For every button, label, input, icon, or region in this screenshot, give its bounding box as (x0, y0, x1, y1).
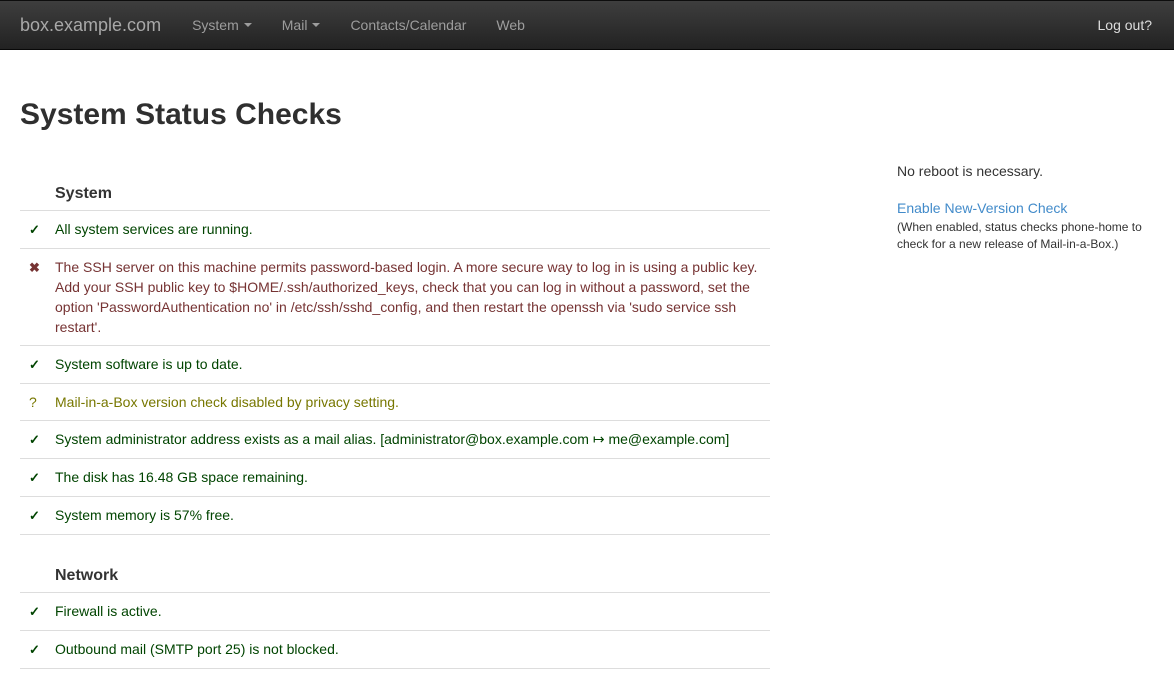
status-text: All system services are running. (55, 221, 253, 237)
status-row (20, 249, 770, 346)
reboot-status-text: No reboot is necessary. (897, 163, 1044, 179)
nav-item-contacts-calendar[interactable]: Contacts/Calendar (350, 17, 467, 33)
nav-item-mail[interactable]: Mail (267, 1, 336, 49)
check-icon: ✓ (29, 642, 40, 657)
x-icon: ✖ (29, 260, 40, 275)
status-text: System software is up to date. (55, 356, 243, 372)
status-text: System memory is 57% free. (55, 507, 234, 523)
status-text: The SSH server on this machine permits password-based login. A more secure way to log in is using a public key. Add your SSH public key to $HOME/.ssh/authorized_keys, check that you can log in without a password, set the option 'PasswordAuthentication no' in /etc/ssh/sshd_config, and then restart the openssh via 'sudo service ssh restart'. (55, 259, 758, 335)
status-row (20, 211, 770, 249)
status-row (20, 631, 770, 669)
status-row (20, 459, 770, 497)
status-section (20, 153, 770, 535)
check-icon: ✓ (29, 432, 40, 447)
check-icon: ✓ (29, 604, 40, 619)
brand-link[interactable]: box.example.com (20, 14, 162, 35)
chevron-down-icon (312, 23, 320, 27)
status-section (20, 535, 770, 669)
question-icon: ? (29, 394, 37, 410)
check-icon: ✓ (29, 470, 40, 485)
status-row (20, 346, 770, 384)
main-content (20, 97, 770, 669)
section-heading: Network (20, 535, 770, 593)
enable-version-check-link[interactable]: Enable New-Version Check (897, 200, 1068, 216)
status-row (20, 593, 770, 631)
nav-menu (177, 1, 540, 49)
status-row (20, 497, 770, 535)
status-text: The disk has 16.48 GB space remaining. (55, 469, 308, 485)
nav-item-system[interactable]: System (177, 1, 267, 49)
status-row (20, 384, 770, 421)
page-title: System Status Checks (20, 98, 342, 131)
status-text: Firewall is active. (55, 603, 162, 619)
top-navbar (0, 0, 1174, 50)
chevron-down-icon (244, 23, 252, 27)
logout-link[interactable]: Log out? (1097, 17, 1152, 33)
status-checks-table (20, 153, 770, 669)
status-text: System administrator address exists as a mail alias. [administrator@box.example.com ↦ me@example.com] (55, 431, 730, 447)
status-row (20, 421, 770, 459)
status-text: Outbound mail (SMTP port 25) is not blocked. (55, 641, 339, 657)
check-icon: ✓ (29, 357, 40, 372)
check-icon: ✓ (29, 222, 40, 237)
nav-item-web[interactable]: Web (496, 17, 525, 33)
section-heading: System (20, 153, 770, 211)
nav-right (1098, 17, 1174, 33)
check-icon: ✓ (29, 508, 40, 523)
right-sidebar (897, 161, 1159, 253)
version-check-note: (When enabled, status checks phone-home to check for a new release of Mail-in-a-Box.) (897, 220, 1142, 251)
status-text: Mail-in-a-Box version check disabled by privacy setting. (55, 394, 399, 410)
